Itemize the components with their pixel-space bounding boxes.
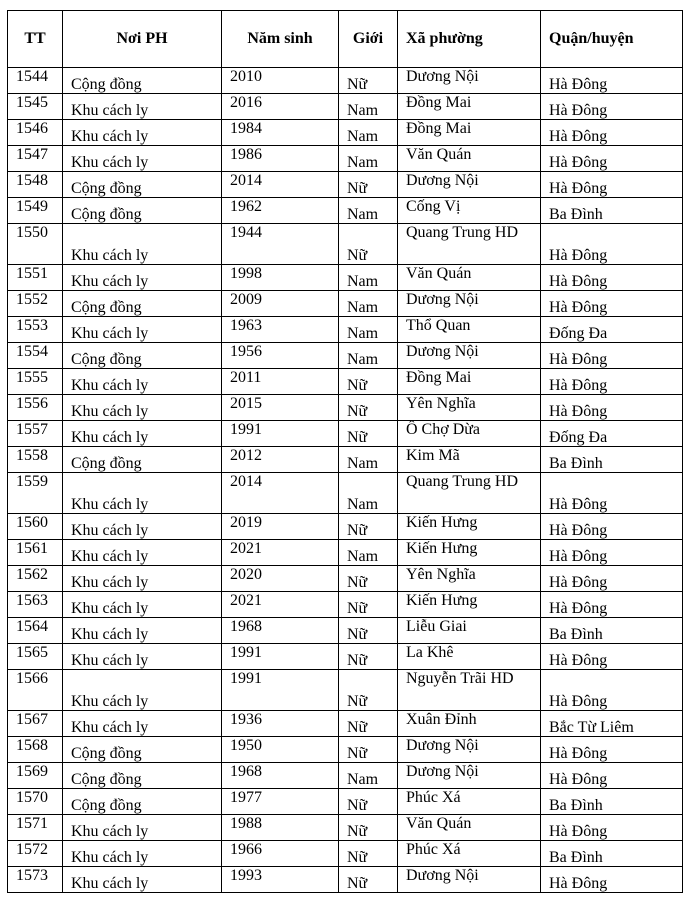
cell-gioi: Nữ bbox=[339, 224, 398, 265]
cell-xa-phuong: Dương Nội bbox=[398, 68, 541, 94]
cell-noi-ph: Cộng đồng bbox=[63, 763, 222, 789]
cell-tt: 1555 bbox=[8, 369, 63, 395]
cell-gioi: Nữ bbox=[339, 618, 398, 644]
cell-noi-ph: Cộng đồng bbox=[63, 172, 222, 198]
cell-nam-sinh: 2010 bbox=[222, 68, 339, 94]
table-row bbox=[8, 395, 683, 421]
cell-noi-ph: Cộng đồng bbox=[63, 737, 222, 763]
cell-nam-sinh: 1956 bbox=[222, 343, 339, 369]
cell-xa-phuong: Đồng Mai bbox=[398, 369, 541, 395]
cell-quan-huyen: Hà Đông bbox=[541, 172, 683, 198]
cell-noi-ph: Khu cách ly bbox=[63, 644, 222, 670]
cell-xa-phuong: Ô Chợ Dừa bbox=[398, 421, 541, 447]
cell-nam-sinh: 2014 bbox=[222, 473, 339, 514]
table-row bbox=[8, 566, 683, 592]
table-row bbox=[8, 68, 683, 94]
cell-tt: 1569 bbox=[8, 763, 63, 789]
cell-nam-sinh: 2014 bbox=[222, 172, 339, 198]
cell-nam-sinh: 1966 bbox=[222, 841, 339, 867]
cell-nam-sinh: 1991 bbox=[222, 670, 339, 711]
cell-nam-sinh: 1936 bbox=[222, 711, 339, 737]
cell-gioi: Nam bbox=[339, 343, 398, 369]
table-row bbox=[8, 841, 683, 867]
cell-tt: 1547 bbox=[8, 146, 63, 172]
cell-gioi: Nữ bbox=[339, 369, 398, 395]
cell-xa-phuong: Cống Vị bbox=[398, 198, 541, 224]
table-row bbox=[8, 198, 683, 224]
cell-xa-phuong: Xuân Đỉnh bbox=[398, 711, 541, 737]
table-row bbox=[8, 737, 683, 763]
cell-tt: 1556 bbox=[8, 395, 63, 421]
cell-gioi: Nữ bbox=[339, 172, 398, 198]
table-row bbox=[8, 447, 683, 473]
cell-quan-huyen: Hà Đông bbox=[541, 343, 683, 369]
cell-xa-phuong: Văn Quán bbox=[398, 815, 541, 841]
cell-gioi: Nữ bbox=[339, 737, 398, 763]
table-row bbox=[8, 473, 683, 514]
cell-gioi: Nam bbox=[339, 146, 398, 172]
cell-xa-phuong: Dương Nội bbox=[398, 737, 541, 763]
cell-nam-sinh: 2020 bbox=[222, 566, 339, 592]
header-gioi: Giới bbox=[339, 11, 398, 68]
cell-gioi: Nữ bbox=[339, 566, 398, 592]
cell-quan-huyen: Hà Đông bbox=[541, 737, 683, 763]
cell-quan-huyen: Hà Đông bbox=[541, 644, 683, 670]
cell-quan-huyen: Đống Đa bbox=[541, 421, 683, 447]
cell-gioi: Nữ bbox=[339, 592, 398, 618]
cell-nam-sinh: 2021 bbox=[222, 540, 339, 566]
cell-noi-ph: Khu cách ly bbox=[63, 815, 222, 841]
header-quan-huyen: Quận/huyện bbox=[541, 11, 683, 68]
cell-noi-ph: Khu cách ly bbox=[63, 146, 222, 172]
cell-noi-ph: Khu cách ly bbox=[63, 395, 222, 421]
table-row bbox=[8, 644, 683, 670]
cell-quan-huyen: Hà Đông bbox=[541, 473, 683, 514]
table-row bbox=[8, 789, 683, 815]
cell-noi-ph: Khu cách ly bbox=[63, 265, 222, 291]
cell-nam-sinh: 2009 bbox=[222, 291, 339, 317]
cell-tt: 1564 bbox=[8, 618, 63, 644]
cell-tt: 1567 bbox=[8, 711, 63, 737]
cell-tt: 1557 bbox=[8, 421, 63, 447]
cell-gioi: Nam bbox=[339, 265, 398, 291]
cell-xa-phuong: Thổ Quan bbox=[398, 317, 541, 343]
cell-gioi: Nam bbox=[339, 473, 398, 514]
cell-nam-sinh: 1944 bbox=[222, 224, 339, 265]
cell-noi-ph: Khu cách ly bbox=[63, 841, 222, 867]
cell-xa-phuong: Yên Nghĩa bbox=[398, 395, 541, 421]
cell-noi-ph: Khu cách ly bbox=[63, 618, 222, 644]
cell-tt: 1573 bbox=[8, 867, 63, 893]
cell-tt: 1554 bbox=[8, 343, 63, 369]
cell-noi-ph: Khu cách ly bbox=[63, 592, 222, 618]
cell-tt: 1571 bbox=[8, 815, 63, 841]
cell-nam-sinh: 1998 bbox=[222, 265, 339, 291]
cell-tt: 1560 bbox=[8, 514, 63, 540]
case-table bbox=[7, 10, 683, 893]
cell-gioi: Nữ bbox=[339, 514, 398, 540]
cell-noi-ph: Khu cách ly bbox=[63, 421, 222, 447]
cell-quan-huyen: Hà Đông bbox=[541, 592, 683, 618]
cell-tt: 1563 bbox=[8, 592, 63, 618]
table-row bbox=[8, 265, 683, 291]
cell-xa-phuong: Phúc Xá bbox=[398, 841, 541, 867]
cell-quan-huyen: Hà Đông bbox=[541, 566, 683, 592]
cell-nam-sinh: 1968 bbox=[222, 618, 339, 644]
cell-tt: 1548 bbox=[8, 172, 63, 198]
cell-nam-sinh: 2021 bbox=[222, 592, 339, 618]
cell-quan-huyen: Hà Đông bbox=[541, 146, 683, 172]
cell-tt: 1553 bbox=[8, 317, 63, 343]
header-noi-ph: Nơi PH bbox=[63, 11, 222, 68]
cell-xa-phuong: Nguyễn Trãi HD bbox=[398, 670, 541, 711]
cell-noi-ph: Khu cách ly bbox=[63, 369, 222, 395]
header-tt: TT bbox=[8, 11, 63, 68]
cell-quan-huyen: Hà Đông bbox=[541, 815, 683, 841]
cell-tt: 1558 bbox=[8, 447, 63, 473]
cell-quan-huyen: Hà Đông bbox=[541, 291, 683, 317]
cell-quan-huyen: Hà Đông bbox=[541, 395, 683, 421]
cell-noi-ph: Khu cách ly bbox=[63, 120, 222, 146]
table-row bbox=[8, 369, 683, 395]
table-row bbox=[8, 317, 683, 343]
cell-quan-huyen: Hà Đông bbox=[541, 369, 683, 395]
cell-noi-ph: Khu cách ly bbox=[63, 473, 222, 514]
cell-xa-phuong: Kim Mã bbox=[398, 447, 541, 473]
cell-quan-huyen: Ba Đình bbox=[541, 198, 683, 224]
cell-tt: 1550 bbox=[8, 224, 63, 265]
cell-noi-ph: Khu cách ly bbox=[63, 514, 222, 540]
cell-nam-sinh: 1991 bbox=[222, 421, 339, 447]
cell-gioi: Nữ bbox=[339, 841, 398, 867]
cell-gioi: Nữ bbox=[339, 68, 398, 94]
cell-quan-huyen: Hà Đông bbox=[541, 120, 683, 146]
cell-noi-ph: Khu cách ly bbox=[63, 711, 222, 737]
table-row bbox=[8, 172, 683, 198]
cell-nam-sinh: 1963 bbox=[222, 317, 339, 343]
cell-gioi: Nam bbox=[339, 291, 398, 317]
cell-nam-sinh: 2016 bbox=[222, 94, 339, 120]
table-row bbox=[8, 618, 683, 644]
cell-tt: 1568 bbox=[8, 737, 63, 763]
cell-tt: 1562 bbox=[8, 566, 63, 592]
cell-quan-huyen: Ba Đình bbox=[541, 789, 683, 815]
cell-noi-ph: Cộng đồng bbox=[63, 198, 222, 224]
cell-nam-sinh: 1962 bbox=[222, 198, 339, 224]
cell-nam-sinh: 1984 bbox=[222, 120, 339, 146]
cell-nam-sinh: 1988 bbox=[222, 815, 339, 841]
cell-nam-sinh: 1977 bbox=[222, 789, 339, 815]
cell-nam-sinh: 1986 bbox=[222, 146, 339, 172]
cell-noi-ph: Cộng đồng bbox=[63, 68, 222, 94]
cell-gioi: Nam bbox=[339, 447, 398, 473]
cell-quan-huyen: Ba Đình bbox=[541, 447, 683, 473]
cell-gioi: Nam bbox=[339, 198, 398, 224]
cell-noi-ph: Khu cách ly bbox=[63, 317, 222, 343]
cell-tt: 1566 bbox=[8, 670, 63, 711]
cell-xa-phuong: Kiến Hưng bbox=[398, 514, 541, 540]
cell-noi-ph: Khu cách ly bbox=[63, 566, 222, 592]
cell-xa-phuong: Dương Nội bbox=[398, 172, 541, 198]
cell-noi-ph: Cộng đồng bbox=[63, 447, 222, 473]
cell-gioi: Nữ bbox=[339, 711, 398, 737]
cell-xa-phuong: Dương Nội bbox=[398, 763, 541, 789]
cell-gioi: Nam bbox=[339, 120, 398, 146]
header-xa-phuong: Xã phường bbox=[398, 11, 541, 68]
cell-xa-phuong: Quang Trung HD bbox=[398, 473, 541, 514]
cell-quan-huyen: Đống Đa bbox=[541, 317, 683, 343]
cell-tt: 1545 bbox=[8, 94, 63, 120]
table-row bbox=[8, 815, 683, 841]
cell-nam-sinh: 2015 bbox=[222, 395, 339, 421]
cell-noi-ph: Cộng đồng bbox=[63, 789, 222, 815]
cell-noi-ph: Khu cách ly bbox=[63, 224, 222, 265]
table-row bbox=[8, 514, 683, 540]
cell-tt: 1559 bbox=[8, 473, 63, 514]
cell-tt: 1561 bbox=[8, 540, 63, 566]
cell-quan-huyen: Hà Đông bbox=[541, 867, 683, 893]
table-body bbox=[8, 68, 683, 893]
cell-tt: 1565 bbox=[8, 644, 63, 670]
cell-quan-huyen: Hà Đông bbox=[541, 68, 683, 94]
cell-xa-phuong: Liễu Giai bbox=[398, 618, 541, 644]
cell-quan-huyen: Hà Đông bbox=[541, 763, 683, 789]
cell-gioi: Nữ bbox=[339, 421, 398, 447]
cell-nam-sinh: 1993 bbox=[222, 867, 339, 893]
cell-xa-phuong: La Khê bbox=[398, 644, 541, 670]
cell-quan-huyen: Ba Đình bbox=[541, 841, 683, 867]
cell-quan-huyen: Hà Đông bbox=[541, 94, 683, 120]
table-row bbox=[8, 421, 683, 447]
table-row bbox=[8, 94, 683, 120]
cell-noi-ph: Cộng đồng bbox=[63, 291, 222, 317]
cell-gioi: Nữ bbox=[339, 670, 398, 711]
table-row bbox=[8, 343, 683, 369]
cell-gioi: Nữ bbox=[339, 789, 398, 815]
cell-xa-phuong: Đồng Mai bbox=[398, 120, 541, 146]
table-row bbox=[8, 146, 683, 172]
cell-gioi: Nam bbox=[339, 94, 398, 120]
cell-quan-huyen: Hà Đông bbox=[541, 224, 683, 265]
cell-xa-phuong: Văn Quán bbox=[398, 265, 541, 291]
table-row bbox=[8, 867, 683, 893]
cell-noi-ph: Cộng đồng bbox=[63, 343, 222, 369]
cell-gioi: Nam bbox=[339, 540, 398, 566]
table-row bbox=[8, 592, 683, 618]
header-row bbox=[8, 11, 683, 68]
cell-quan-huyen: Hà Đông bbox=[541, 514, 683, 540]
cell-gioi: Nữ bbox=[339, 815, 398, 841]
header-nam-sinh: Năm sinh bbox=[222, 11, 339, 68]
cell-xa-phuong: Đồng Mai bbox=[398, 94, 541, 120]
cell-gioi: Nam bbox=[339, 763, 398, 789]
table-row bbox=[8, 763, 683, 789]
cell-xa-phuong: Quang Trung HD bbox=[398, 224, 541, 265]
cell-tt: 1551 bbox=[8, 265, 63, 291]
table-row bbox=[8, 120, 683, 146]
cell-gioi: Nữ bbox=[339, 644, 398, 670]
cell-tt: 1546 bbox=[8, 120, 63, 146]
cell-noi-ph: Khu cách ly bbox=[63, 94, 222, 120]
cell-xa-phuong: Văn Quán bbox=[398, 146, 541, 172]
cell-tt: 1549 bbox=[8, 198, 63, 224]
cell-nam-sinh: 2012 bbox=[222, 447, 339, 473]
cell-xa-phuong: Yên Nghĩa bbox=[398, 566, 541, 592]
cell-xa-phuong: Dương Nội bbox=[398, 291, 541, 317]
cell-noi-ph: Khu cách ly bbox=[63, 540, 222, 566]
table-row bbox=[8, 291, 683, 317]
cell-xa-phuong: Dương Nội bbox=[398, 343, 541, 369]
cell-tt: 1572 bbox=[8, 841, 63, 867]
table-row bbox=[8, 224, 683, 265]
table-row bbox=[8, 670, 683, 711]
cell-nam-sinh: 2011 bbox=[222, 369, 339, 395]
cell-quan-huyen: Bắc Từ Liêm bbox=[541, 711, 683, 737]
cell-nam-sinh: 1950 bbox=[222, 737, 339, 763]
cell-nam-sinh: 1968 bbox=[222, 763, 339, 789]
cell-xa-phuong: Kiến Hưng bbox=[398, 540, 541, 566]
cell-quan-huyen: Hà Đông bbox=[541, 670, 683, 711]
cell-quan-huyen: Hà Đông bbox=[541, 265, 683, 291]
cell-tt: 1570 bbox=[8, 789, 63, 815]
cell-nam-sinh: 1991 bbox=[222, 644, 339, 670]
cell-tt: 1544 bbox=[8, 68, 63, 94]
cell-noi-ph: Khu cách ly bbox=[63, 867, 222, 893]
cell-gioi: Nam bbox=[339, 317, 398, 343]
table-row bbox=[8, 540, 683, 566]
cell-gioi: Nữ bbox=[339, 395, 398, 421]
cell-xa-phuong: Dương Nội bbox=[398, 867, 541, 893]
cell-gioi: Nữ bbox=[339, 867, 398, 893]
cell-nam-sinh: 2019 bbox=[222, 514, 339, 540]
cell-noi-ph: Khu cách ly bbox=[63, 670, 222, 711]
cell-quan-huyen: Ba Đình bbox=[541, 618, 683, 644]
cell-xa-phuong: Phúc Xá bbox=[398, 789, 541, 815]
cell-quan-huyen: Hà Đông bbox=[541, 540, 683, 566]
table-row bbox=[8, 711, 683, 737]
cell-tt: 1552 bbox=[8, 291, 63, 317]
cell-xa-phuong: Kiến Hưng bbox=[398, 592, 541, 618]
